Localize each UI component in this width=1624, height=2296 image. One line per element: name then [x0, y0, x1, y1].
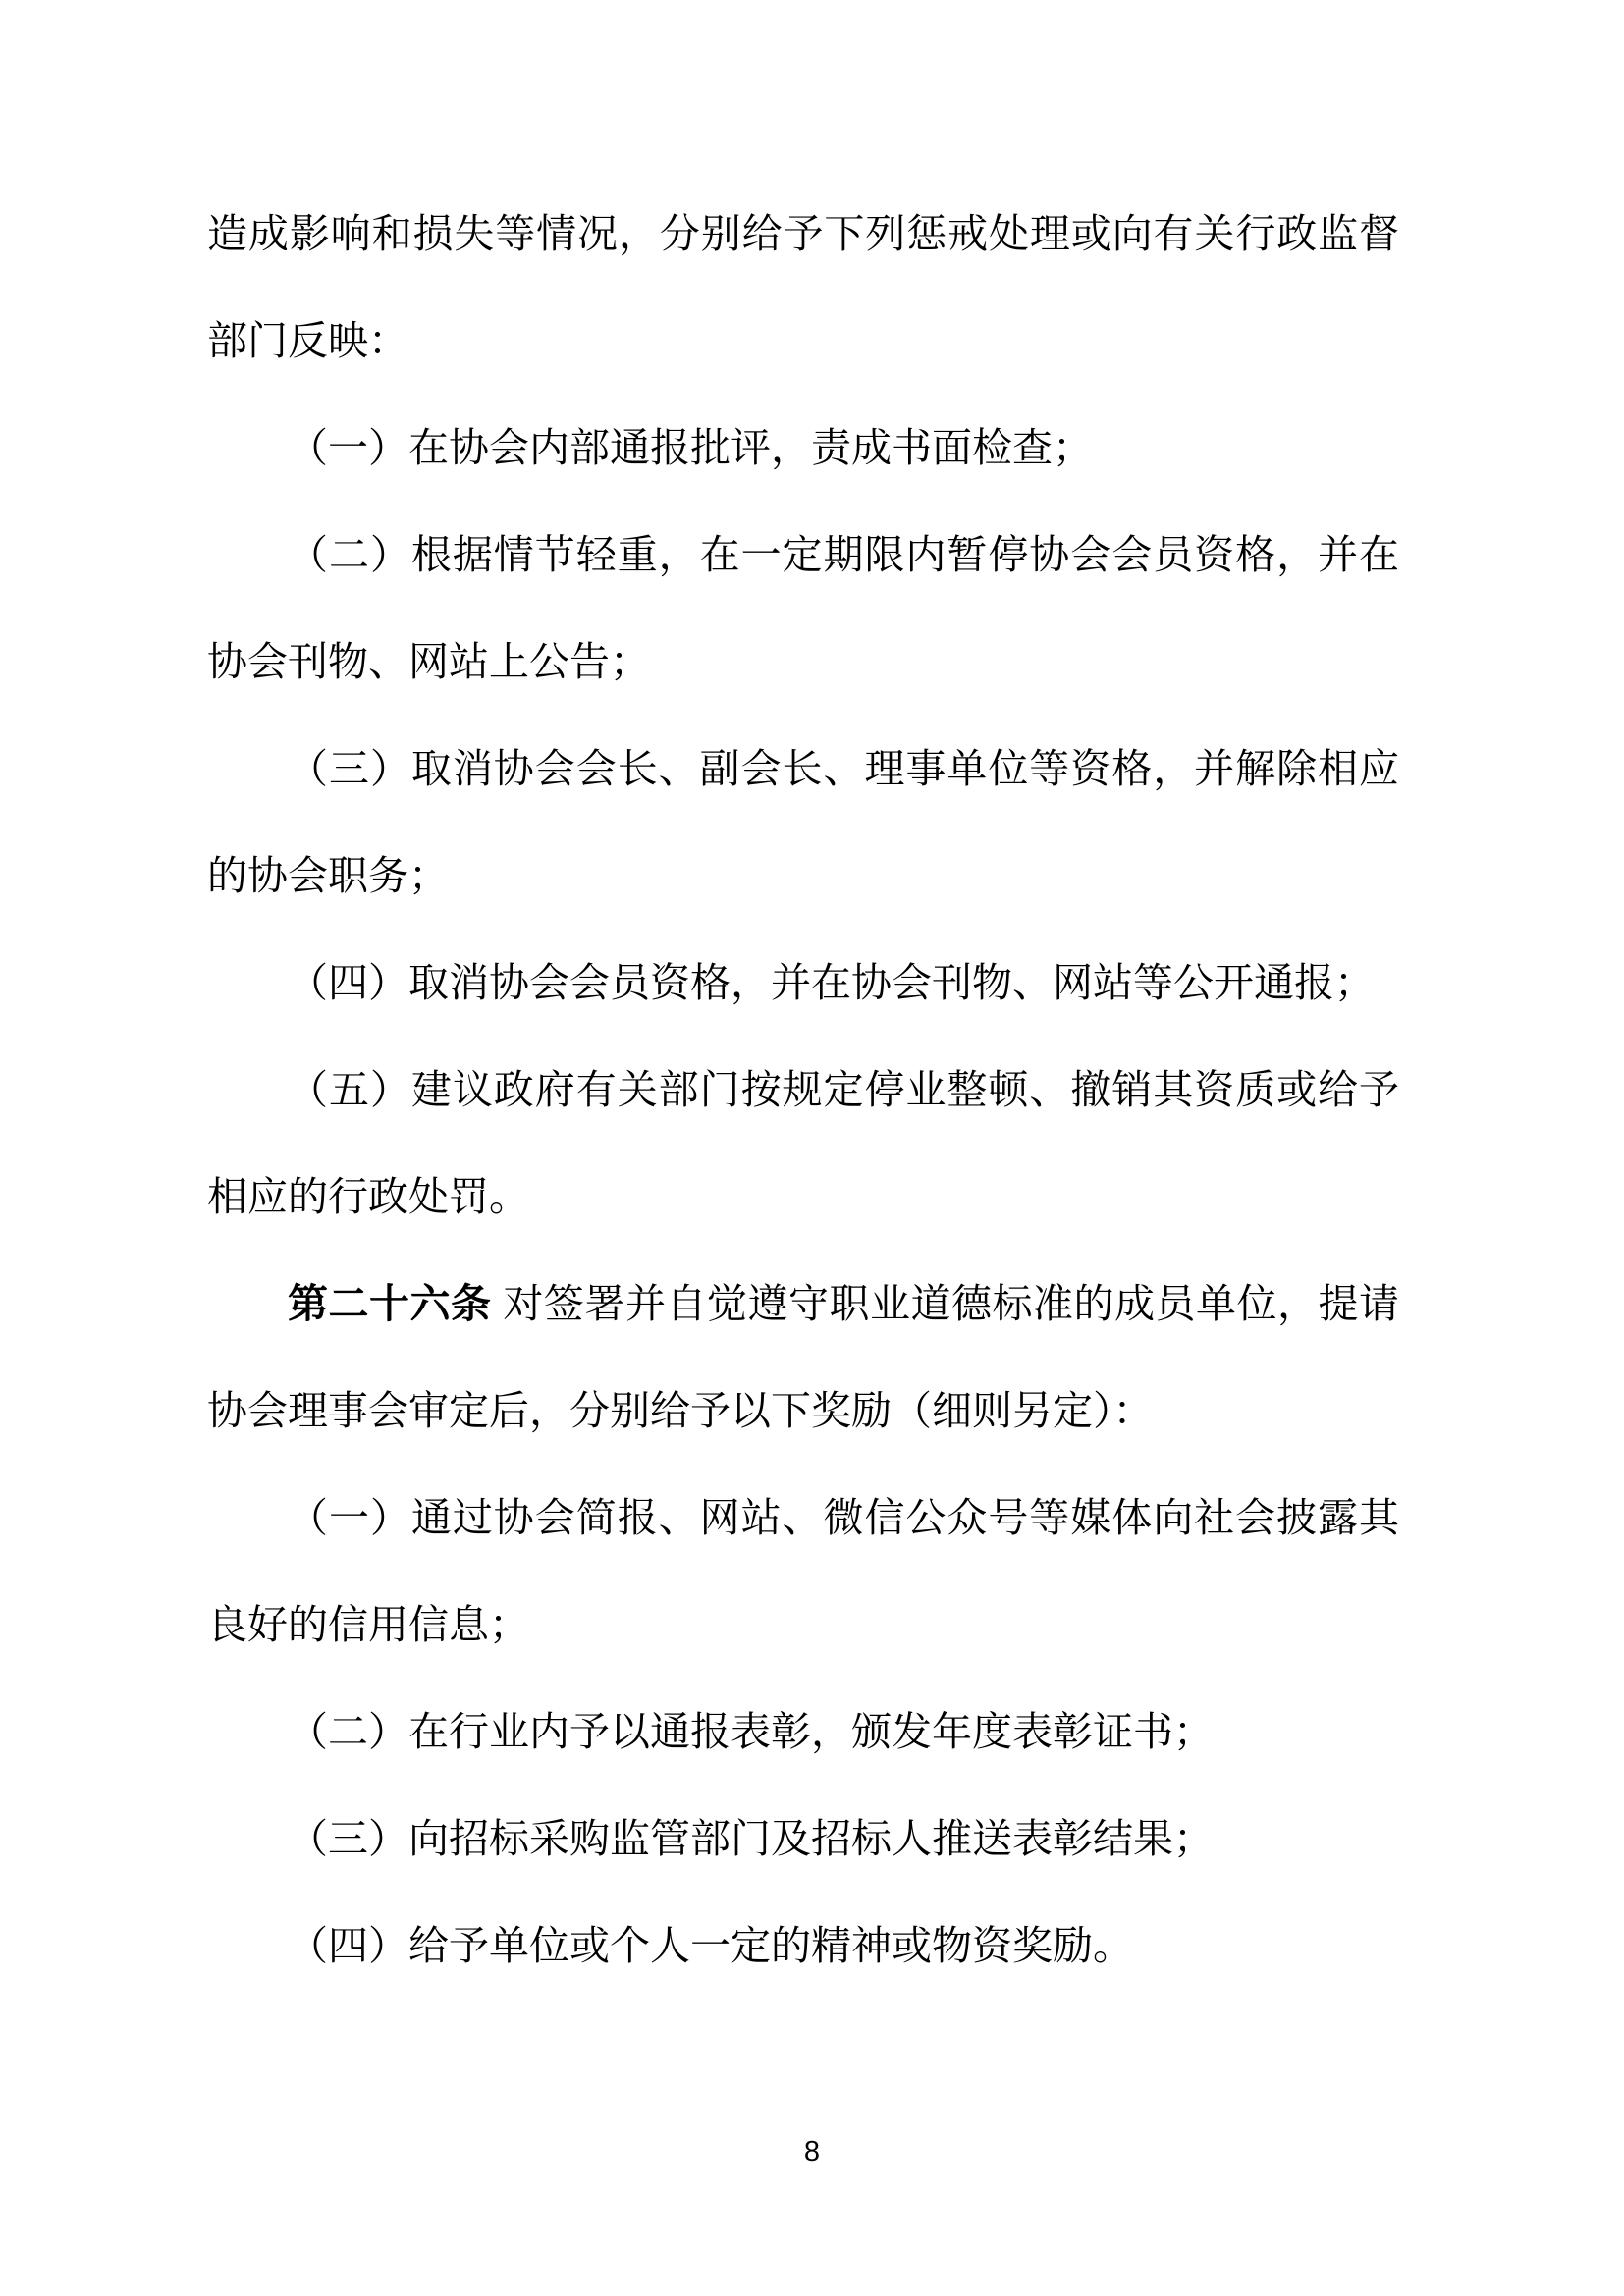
document-line [207, 609, 1399, 716]
text-segment: （一）在协会内部通报批评，责成书面检查； [288, 425, 1093, 470]
document-line [207, 1679, 1399, 1786]
text-segment: （三）向招标采购监管部门及招标人推送表彰结果； [288, 1816, 1214, 1861]
text-segment: 造成影响和损失等情况，分别给予下列惩戒处理或向有关行政监督 [207, 211, 1399, 256]
document-line [207, 716, 1399, 823]
text-segment: （五）建议政府有关部门按规定停业整顿、撤销其资质或给予 [288, 1067, 1399, 1112]
text-segment: （二）根据情节轻重，在一定期限内暂停协会会员资格，并在 [288, 532, 1399, 577]
page-number: 8 [803, 2136, 821, 2167]
document-body [207, 181, 1399, 2000]
text-segment: （四）给予单位或个人一定的精神或物资奖励。 [288, 1923, 1133, 1968]
text-segment: 部门反映： [207, 318, 408, 363]
document-line [207, 1037, 1399, 1144]
document-line [207, 1358, 1399, 1465]
document-line [207, 181, 1399, 288]
text-segment: （三）取消协会会长、副会长、理事单位等资格，并解除相应 [288, 746, 1399, 791]
document-line [207, 1893, 1399, 2000]
document-line [207, 930, 1399, 1037]
document-line [207, 823, 1399, 930]
document-line [207, 1572, 1399, 1679]
document-line [207, 395, 1399, 502]
document-line [207, 1144, 1399, 1251]
text-segment: （四）取消协会会员资格，并在协会刊物、网站等公开通报； [288, 960, 1375, 1005]
text-segment: 对签署并自觉遵守职业道德标准的成员单位，提请 [491, 1281, 1400, 1326]
document-line [207, 1786, 1399, 1893]
text-segment: 的协会职务； [207, 853, 449, 898]
document-line [207, 1251, 1399, 1358]
document-line [207, 502, 1399, 609]
text-segment: 相应的行政处罚。 [207, 1174, 529, 1219]
text-segment: （一）通过协会简报、网站、微信公众号等媒体向社会披露其 [288, 1495, 1399, 1540]
document-line [207, 288, 1399, 395]
article-number-text: 第二十六条 [288, 1281, 492, 1326]
document-line [207, 1465, 1399, 1572]
text-segment: （二）在行业内予以通报表彰，颁发年度表彰证书； [288, 1709, 1214, 1754]
text-segment: 协会理事会审定后，分别给予以下奖励（细则另定）： [207, 1388, 1154, 1433]
text-segment: 良好的信用信息； [207, 1602, 529, 1647]
text-segment: 协会刊物、网站上公告； [207, 639, 650, 684]
